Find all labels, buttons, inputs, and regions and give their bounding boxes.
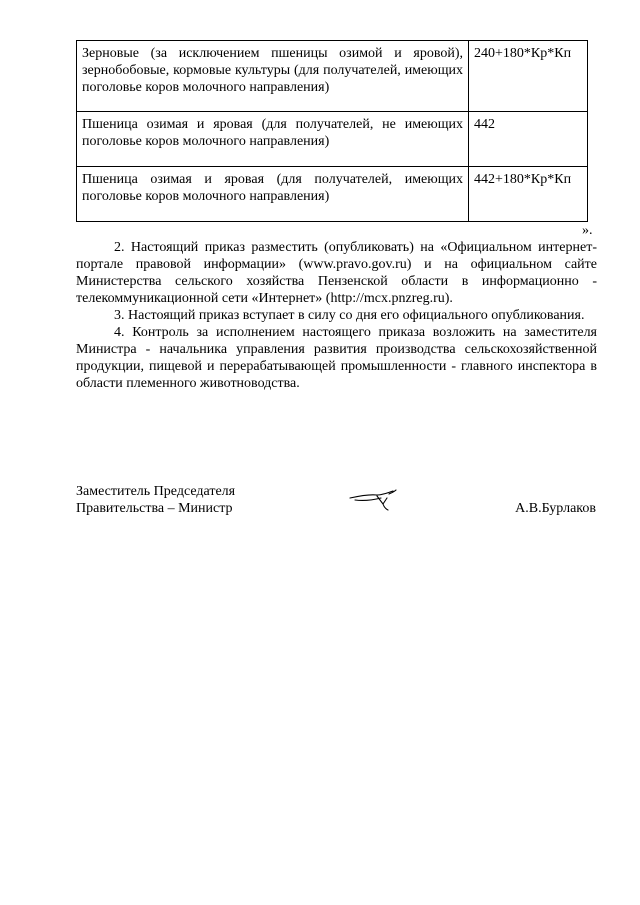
signatory-title-line: Заместитель Председателя xyxy=(76,484,236,499)
signatory-title-line: Правительства – Министр xyxy=(76,501,233,516)
table-row xyxy=(77,112,588,167)
rates-table xyxy=(76,40,588,222)
rate-formula-cell: 442 xyxy=(469,112,588,167)
closing-quote-mark: ». xyxy=(582,223,593,238)
paragraph-control: 4. Контроль за исполнением настоящего приказа возложить на заместителя Министра - начальника управления развития производства сельскохозяйственной продукции, пищевой и перерабатывающей промышленности - главного инспектора в области племенного животноводства. xyxy=(76,325,597,391)
signatory-name: А.В.Бурлаков xyxy=(515,501,596,516)
signatory-title xyxy=(76,483,235,517)
handwritten-signature xyxy=(347,486,399,512)
paragraph-effective-date: 3. Настоящий приказ вступает в силу со дня его официального опубликования. xyxy=(114,308,585,323)
crop-description-cell: Пшеница озимая и яровая (для получателей, не имеющих поголовье коров молочного направления) xyxy=(77,112,469,167)
table-row xyxy=(77,167,588,222)
paragraph-publication: 2. Настоящий приказ разместить (опубликовать) на «Официальном интернет-портале правовой информации» (www.pravo.gov.ru) и на официальном сайте Министерства сельского хозяйства Пензенской области в информационно - телекоммуникационной сети «Интернет» (http://mcx.pnzreg.ru). xyxy=(76,240,597,306)
rate-formula-cell: 240+180*Кр*Кп xyxy=(469,41,588,112)
crop-description-cell: Пшеница озимая и яровая (для получателей, имеющих поголовье коров молочного направления) xyxy=(77,167,469,222)
rate-formula-cell: 442+180*Кр*Кп xyxy=(469,167,588,222)
crop-description-cell: Зерновые (за исключением пшеницы озимой и яровой), зернобобовые, кормовые культуры (для получателей, имеющих поголовье коров молочного направления) xyxy=(77,41,469,112)
order-body xyxy=(76,239,597,392)
table-row xyxy=(77,41,588,112)
